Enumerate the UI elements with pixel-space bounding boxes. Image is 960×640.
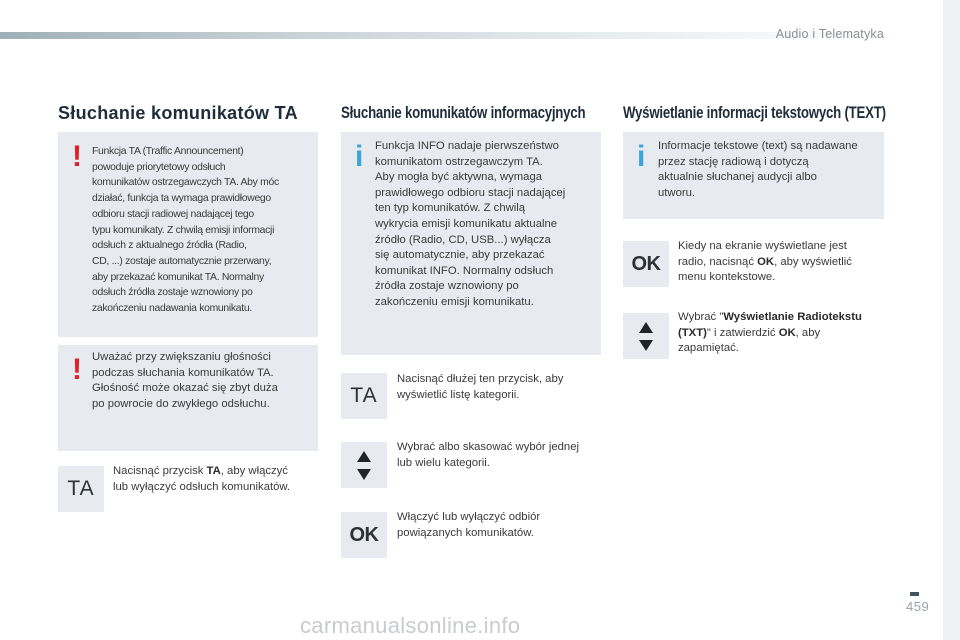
- ok-toggle-desc: Włączyć lub wyłączyć odbiór powiązanych komunikatów.: [397, 511, 541, 539]
- info-icon: i: [355, 140, 364, 173]
- page-number: 459: [906, 599, 930, 614]
- up-down-arrows-icon: [341, 442, 387, 488]
- ta-button-icon: [58, 466, 104, 512]
- arrow-down-icon: [639, 340, 653, 351]
- ta-label: TA: [350, 384, 378, 407]
- ta-button-desc: Nacisnąć przycisk TA, aby włączyć lub wyłączyć odsłuch komunikatów.: [113, 465, 291, 493]
- ta-warning-box: [58, 132, 318, 337]
- radiotext-select-desc: Wybrać "Wyświetlanie Radiotekstu (TXT)" i zatwierdzić OK, aby zapamiętać.: [678, 311, 862, 355]
- arrow-down-icon: [357, 469, 371, 480]
- page-marker: [910, 592, 919, 596]
- col3-heading: Wyświetlanie informacji tekstowych (TEXT): [623, 103, 886, 122]
- ta-warning-text: Funkcja TA (Traffic Announcement) powoduje priorytetowy odsłuch komunikatów ostrzegawczych TA. Aby móc działać, funkcja ta wymaga prawidłowego odbioru stacji radiowej nadającej tego typu komunikaty. Z chwilą emisji informacji odsłuch z aktualnego źródła (Radio, CD, ...) zostaje automatycznie przerwany, aby przekazać komunikat TA. Normalny odsłuch źródła zostaje wznowiony po zakończeniu nadawania komunikatu.: [92, 146, 279, 315]
- ok-menu-desc: Kiedy na ekranie wyświetlane jest radio, nacisnąć OK, aby wyświetlić menu kontekstowe.: [678, 240, 852, 284]
- info-function-box: [341, 132, 601, 355]
- ta-label: TA: [67, 477, 95, 500]
- warning-icon: !: [72, 140, 82, 173]
- watermark: carmanualsonline.info: [300, 613, 521, 638]
- info-function-text: Funkcja INFO nadaje pierwszeństwo komunikatom ostrzegawczym TA. Aby mogła być aktywna, wymaga prawidłowego odbioru stacji nadającej ten typ komunikatów. Z chwilą wykrycia emisji komunikatu aktualne źródło (Radio, CD, USB...) wyłącza się automatycznie, aby przekazać komunikat INFO. Normalny odsłuch źródła zostaje wznowiony po zakończeniu emisji komunikatu.: [375, 140, 566, 308]
- text-info-box: [623, 132, 884, 219]
- ok-label: OK: [631, 252, 661, 275]
- info-icon: i: [637, 140, 646, 173]
- warning-icon: !: [72, 353, 82, 386]
- section-title: Audio i Telematyka: [775, 27, 884, 41]
- col1-heading: Słuchanie komunikatów TA: [58, 103, 298, 123]
- arrow-up-icon: [639, 322, 653, 333]
- col2-heading: Słuchanie komunikatów informacyjnych: [341, 103, 586, 122]
- ok-button-icon: [341, 512, 387, 558]
- arrow-up-icon: [357, 451, 371, 462]
- page-edge-tab: [943, 0, 960, 640]
- up-down-arrows-icon: [623, 313, 669, 359]
- ok-label: OK: [349, 523, 379, 546]
- ta-long-press-desc: Nacisnąć dłużej ten przycisk, aby wyświetlić listę kategorii.: [397, 373, 564, 401]
- volume-warning-text: Uważać przy zwiększaniu głośności podczas słuchania komunikatów TA. Głośność może okazać się zbyt duża po powrocie do zwykłego odsłuchu.: [92, 351, 278, 410]
- ok-button-icon: [623, 241, 669, 287]
- volume-warning-box: [58, 345, 318, 451]
- header-gradient-bar: [0, 32, 900, 39]
- category-select-desc: Wybrać albo skasować wybór jednej lub wielu kategorii.: [397, 441, 579, 469]
- text-info-text: Informacje tekstowe (text) są nadawane przez stację radiową i dotyczą aktualnie słuchanej audycji albo utworu.: [658, 140, 858, 199]
- ta-button-icon: [341, 373, 387, 419]
